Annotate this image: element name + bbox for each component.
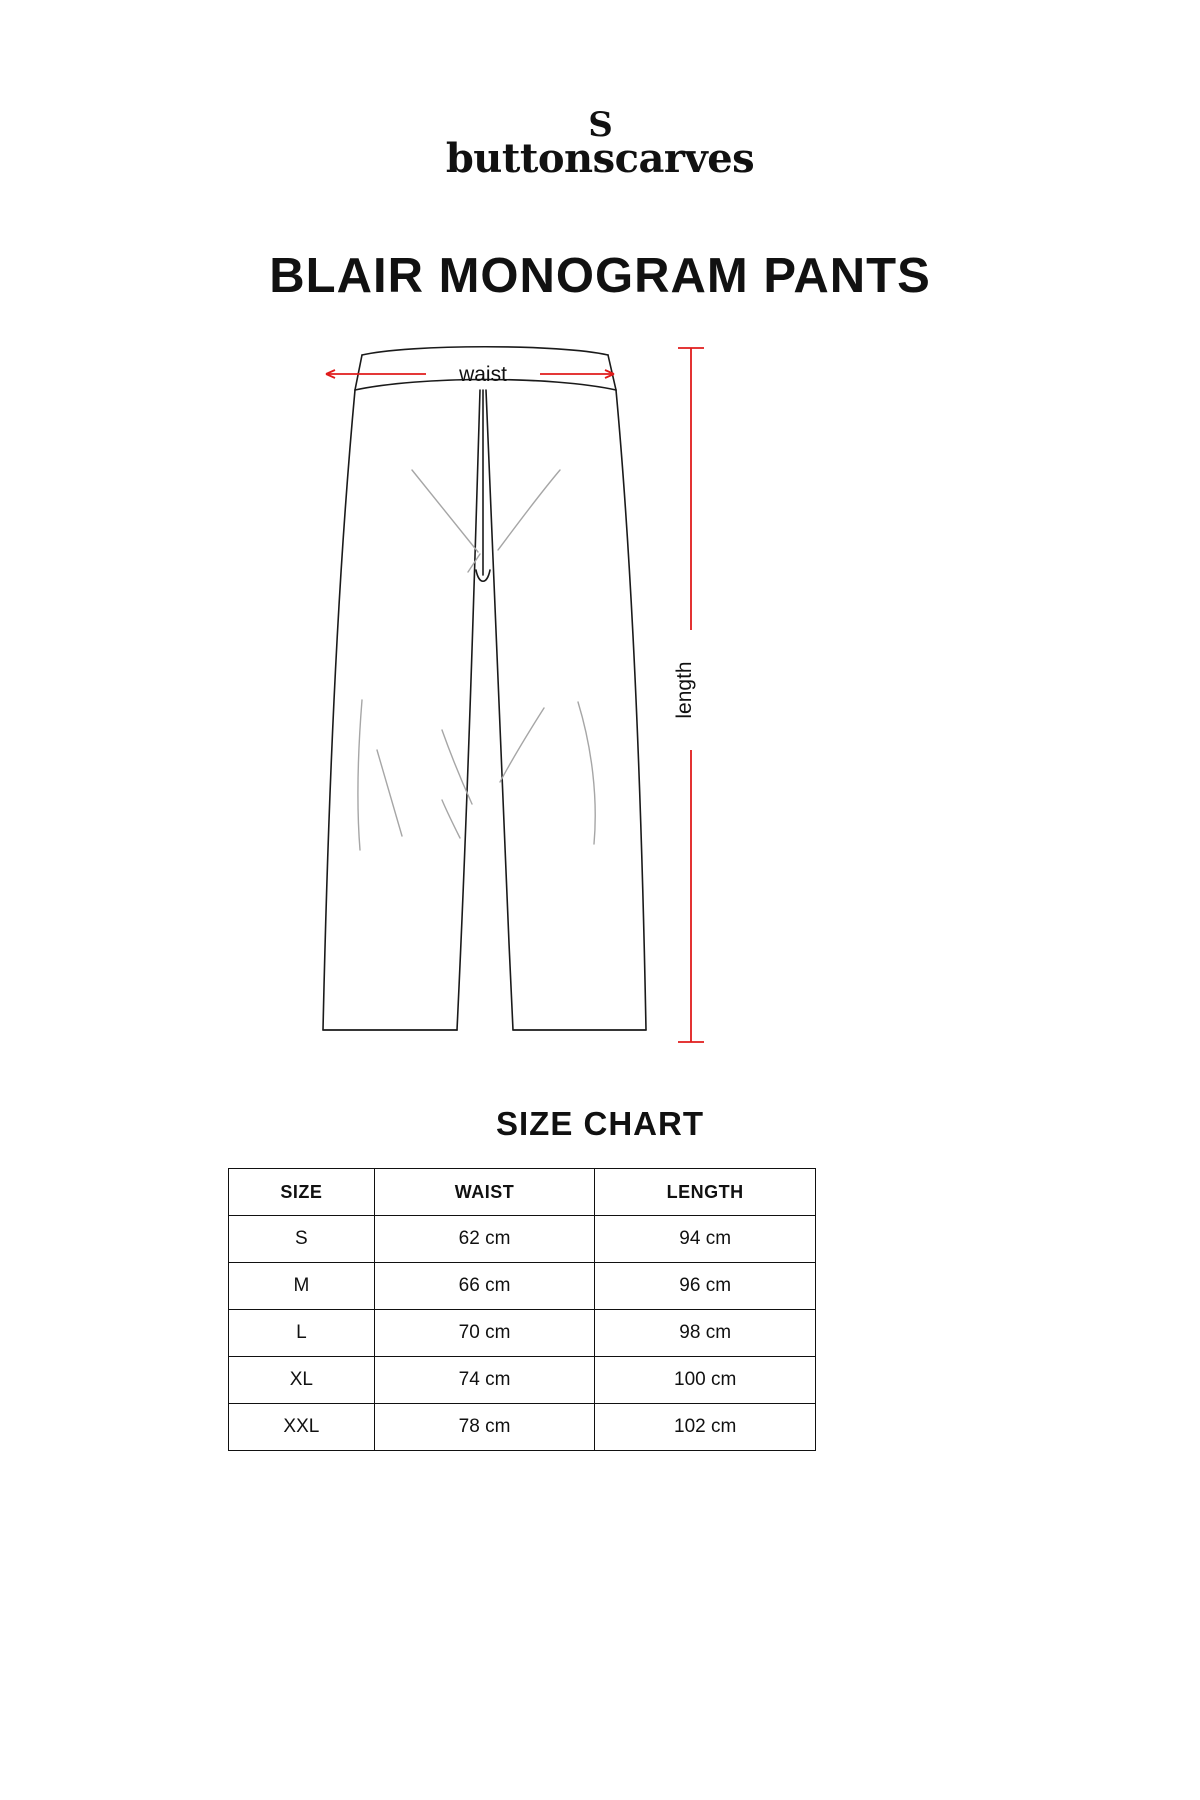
waist-label: waist: [459, 363, 507, 386]
cell-size: XL: [229, 1357, 375, 1404]
cell-waist: 78 cm: [374, 1404, 595, 1451]
cell-length: 94 cm: [595, 1216, 816, 1263]
table-header-row: [229, 1169, 816, 1216]
column-header-waist: WAIST: [374, 1169, 595, 1216]
cell-waist: 66 cm: [374, 1263, 595, 1310]
cell-waist: 70 cm: [374, 1310, 595, 1357]
cell-length: 102 cm: [595, 1404, 816, 1451]
cell-size: S: [229, 1216, 375, 1263]
table-row: [229, 1310, 816, 1357]
size-chart-heading: SIZE CHART: [496, 1105, 704, 1142]
table-row: [229, 1216, 816, 1263]
length-label: length: [673, 661, 696, 719]
cell-length: 96 cm: [595, 1263, 816, 1310]
cell-length: 98 cm: [595, 1310, 816, 1357]
table-row: [229, 1357, 816, 1404]
page-title: BLAIR MONOGRAM PANTS: [269, 249, 931, 303]
cell-size: XXL: [229, 1404, 375, 1451]
cell-waist: 62 cm: [374, 1216, 595, 1263]
column-header-length: LENGTH: [595, 1169, 816, 1216]
brand-monogram-icon: S: [588, 105, 612, 145]
column-header-size: SIZE: [229, 1169, 375, 1216]
table-row: [229, 1404, 816, 1451]
cell-size: M: [229, 1263, 375, 1310]
cell-size: L: [229, 1310, 375, 1357]
pants-illustration: [0, 330, 1200, 1090]
table-row: [229, 1263, 816, 1310]
size-chart-table: [228, 1168, 816, 1451]
brand-name: buttonscarves: [445, 135, 755, 182]
cell-length: 100 cm: [595, 1357, 816, 1404]
brand-logo: [0, 105, 1200, 182]
cell-waist: 74 cm: [374, 1357, 595, 1404]
